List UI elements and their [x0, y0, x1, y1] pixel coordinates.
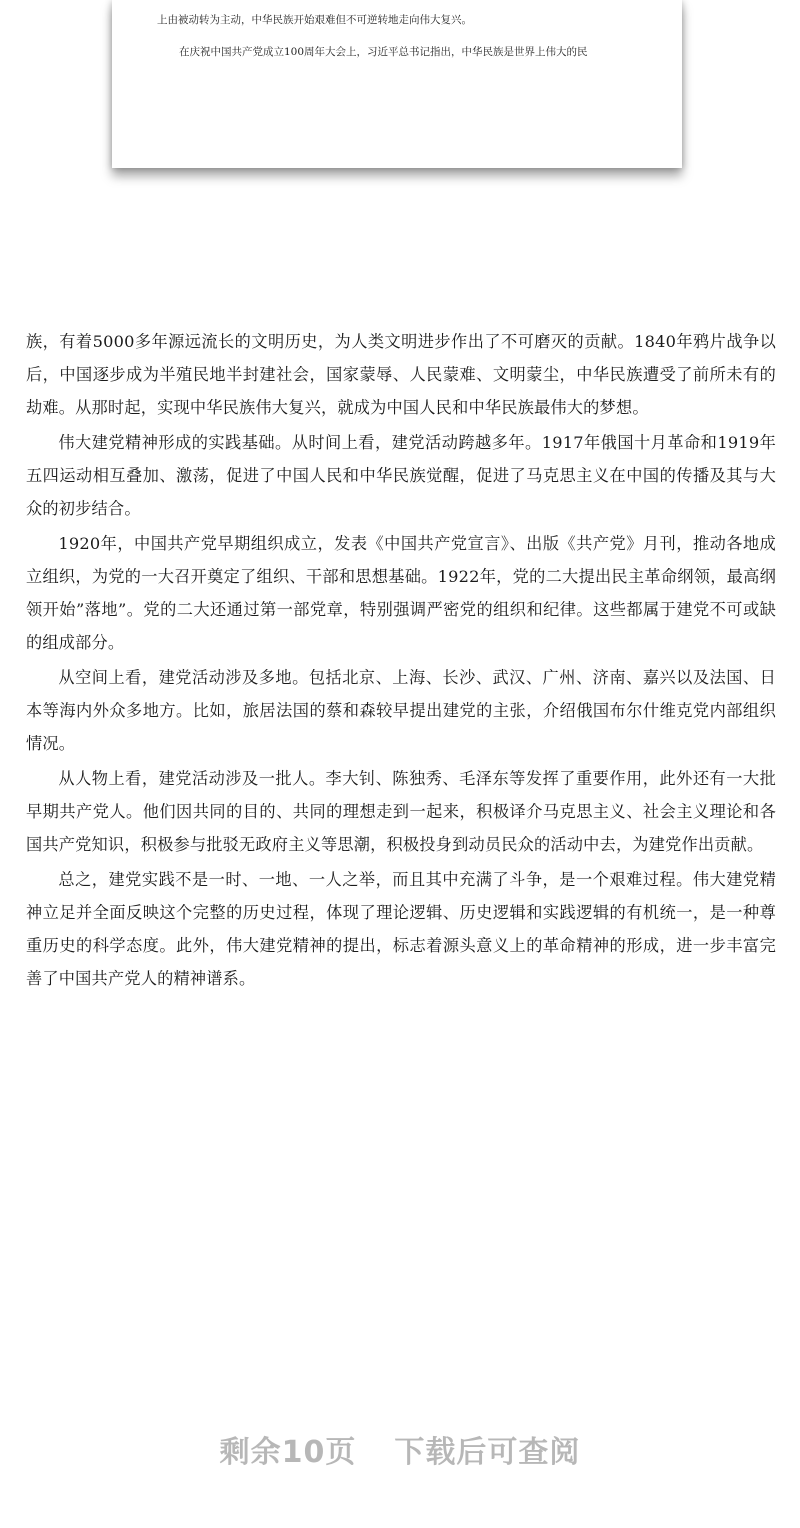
preview-line-2: 在庆祝中国共产党成立100周年大会上，习近平总书记指出，中华民族是世界上伟大的民 — [179, 46, 588, 58]
remaining-pages-label: 剩余10页 — [219, 1435, 357, 1470]
document-preview-card — [112, 0, 682, 168]
paragraph-3: 1920年，中国共产党早期组织成立，发表《中国共产党宣言》、出版《共产党》月刊，推动各地成立组织，为党的一大召开奠定了组织、干部和思想基础。1922年，党的二大提出民主革命纲领，最高纲领开始”落地”。党的二大还通过第一部党章，特别强调严密党的组织和纪律。这些都属于建党不可或缺的组成部分。 — [26, 534, 776, 652]
paragraph-2: 伟大建党精神形成的实践基础。从时间上看，建党活动跨越多年。1917年俄国十月革命和1919年五四运动相互叠加、激荡，促进了中国人民和中华民族觉醒，促进了马克思主义在中国的传播及其与大众的初步结合。 — [26, 433, 776, 518]
paragraph-6: 总之，建党实践不是一时、一地、一人之举，而且其中充满了斗争，是一个艰难过程。伟大建党精神立足并全面反映这个完整的历史过程，体现了理论逻辑、历史逻辑和实践逻辑的有机统一，是一种尊重历史的科学态度。此外，伟大建党精神的提出，标志着源头意义上的革命精神的形成，进一步丰富完善了中国共产党人的精神谱系。 — [26, 870, 776, 988]
remaining-pages-notice[interactable] — [0, 1427, 800, 1471]
paragraph-4: 从空间上看，建党活动涉及多地。包括北京、上海、长沙、武汉、广州、济南、嘉兴以及法国、日本等海内外众多地方。比如，旅居法国的蔡和森较早提出建党的主张，介绍俄国布尔什维克党内部组织情况。 — [26, 668, 776, 753]
paragraph-5: 从人物上看，建党活动涉及一批人。李大钊、陈独秀、毛泽东等发挥了重要作用，此外还有一大批早期共产党人。他们因共同的目的、共同的理想走到一起来，积极译介马克思主义、社会主义理论和各国共产党知识，积极参与批驳无政府主义等思潮，积极投身到动员民众的活动中去，为建党作出贡献。 — [26, 769, 776, 854]
preview-line-1: 上由被动转为主动，中华民族开始艰难但不可逆转地走向伟大复兴。 — [157, 14, 472, 26]
paragraph-1: 族，有着5000多年源远流长的文明历史，为人类文明进步作出了不可磨灭的贡献。1840年鸦片战争以后，中国逐步成为半殖民地半封建社会，国家蒙辱、人民蒙难、文明蒙尘，中华民族遭受了前所未有的劫难。从那时起，实现中华民族伟大复兴，就成为中国人民和中华民族最伟大的梦想。 — [26, 332, 776, 417]
download-hint-label: 下载后可查阅 — [394, 1435, 581, 1470]
article-body — [26, 325, 776, 997]
